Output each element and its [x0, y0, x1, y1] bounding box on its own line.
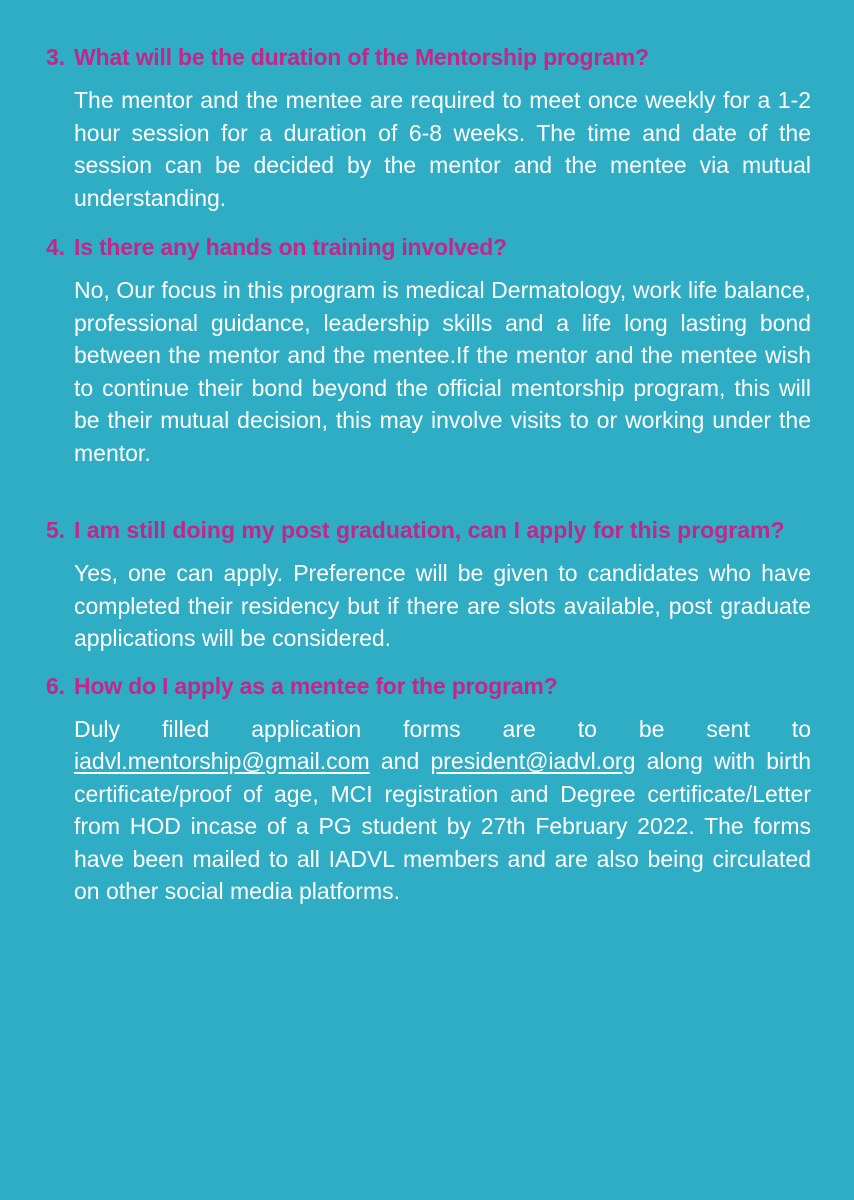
question-number: 4.	[46, 234, 65, 260]
question-text: I am still doing my post graduation, can I apply for this program?	[74, 517, 785, 543]
question-5	[46, 513, 811, 547]
question-4	[46, 230, 811, 264]
faq-item-4	[46, 230, 811, 469]
faq-item-3	[46, 40, 811, 214]
answer-3: The mentor and the mentee are required to meet once weekly for a 1-2 hour session for a duration of 6-8 weeks. The time and date of the session can be decided by the mentor and the mentee via mutual understanding.	[74, 87, 811, 211]
answer-text-intro: Duly filled application forms are to be sent to	[74, 715, 811, 742]
question-number: 5.	[46, 517, 65, 543]
president-email-link[interactable]: president@iadvl.org	[430, 748, 636, 774]
question-3	[46, 40, 811, 74]
question-text: How do I apply as a mentee for the program?	[74, 672, 558, 699]
question-text: What will be the duration of the Mentorship program?	[74, 44, 649, 70]
faq-item-6	[46, 669, 811, 908]
answer-6	[74, 713, 811, 908]
question-number: 6.	[46, 672, 65, 699]
faq-item-5	[46, 513, 811, 655]
question-number: 3.	[46, 44, 65, 70]
question-text: Is there any hands on training involved?	[74, 234, 507, 260]
answer-4: No, Our focus in this program is medical Dermatology, work life balance, professional guidance, leadership skills and a life long lasting bond between the mentor and the mentee.If the mentor and the mentee wish to continue their bond beyond the official mentorship program, this will be their mutual decision, this may involve visits to or working under the mentor.	[74, 277, 811, 466]
question-6	[46, 669, 811, 703]
answer-5: Yes, one can apply. Preference will be given to candidates who have completed their residency but if there are slots available, post graduate applications will be considered.	[74, 560, 811, 651]
answer-text-and: and	[380, 748, 420, 774]
mentorship-email-link[interactable]: iadvl.mentorship@gmail.com	[74, 748, 370, 774]
answer-text-rest: along with birth certificate/proof of age, MCI registration and Degree certificate/Letter from HOD incase of a PG student by 27th February 2022. The forms have been mailed to all IADVL members and are also being circulated on other social media platforms.	[74, 748, 811, 904]
